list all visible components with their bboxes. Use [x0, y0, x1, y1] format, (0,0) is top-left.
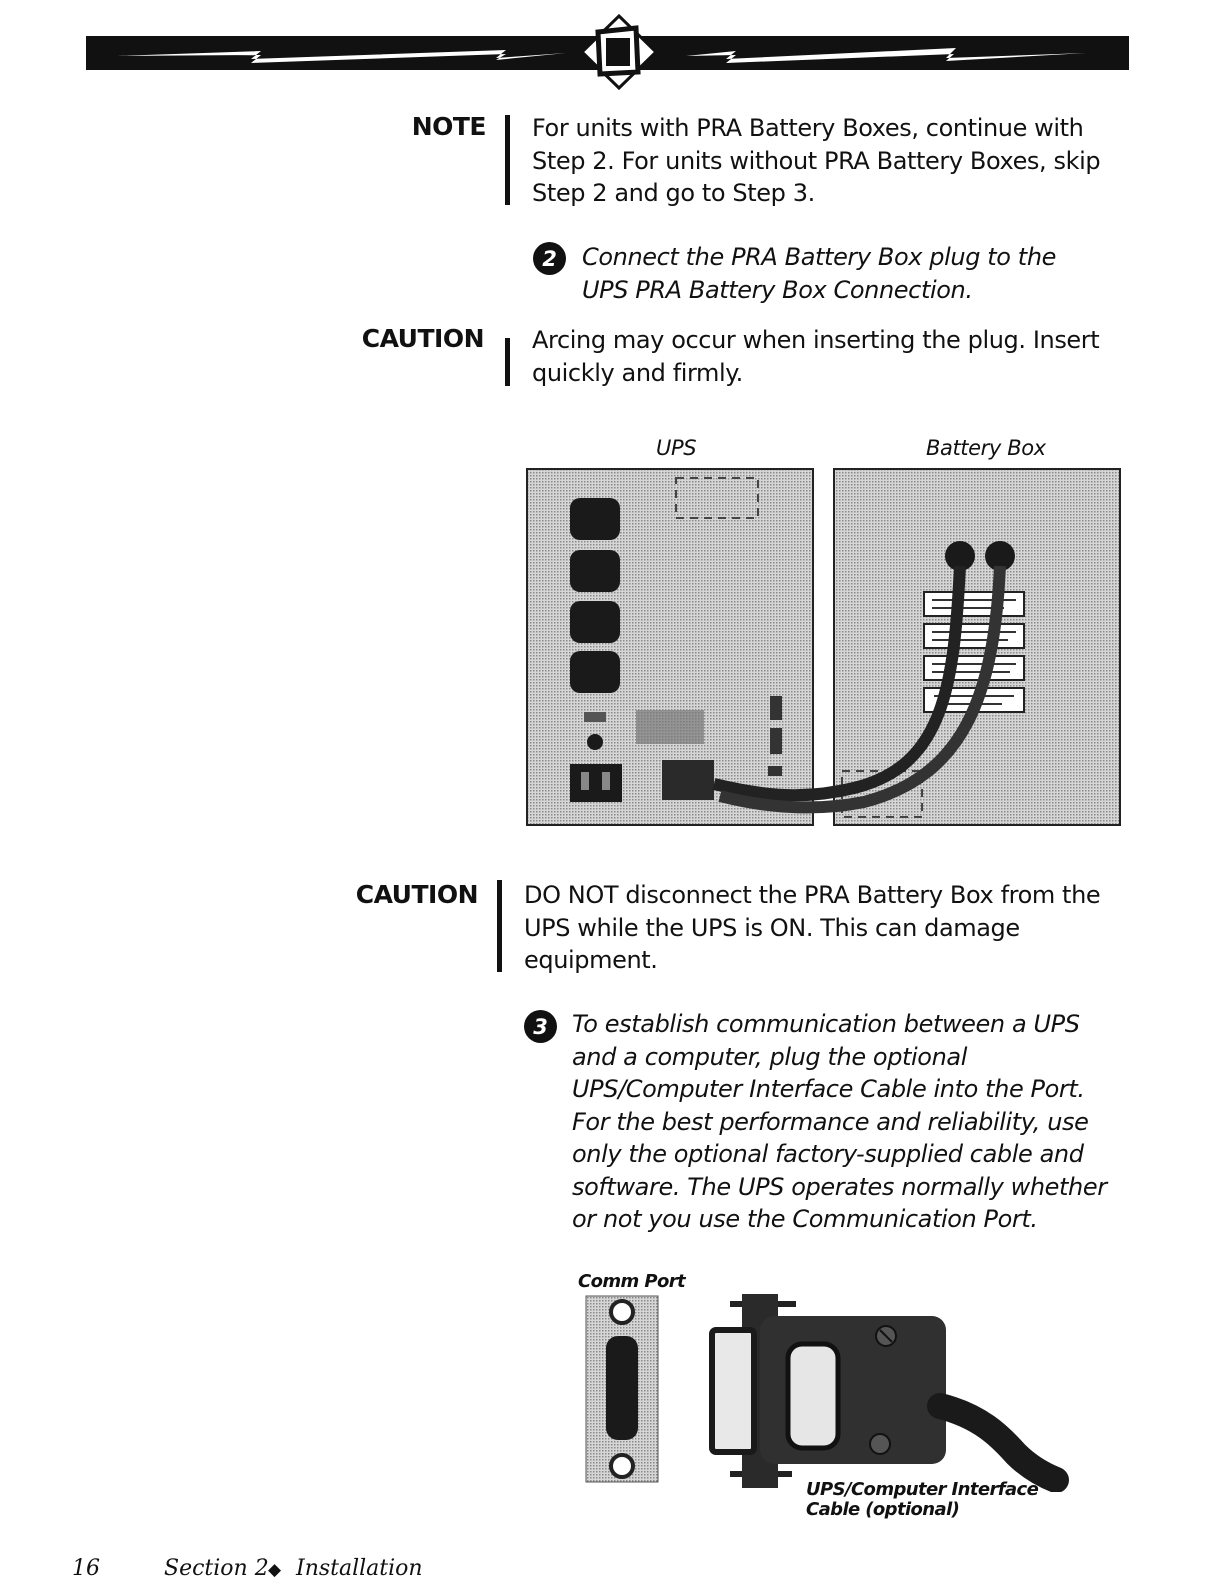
interface-cable-figure	[700, 1286, 1070, 1492]
footer-section: Section 2	[164, 1556, 269, 1581]
caution2-rule	[497, 880, 502, 972]
step2-text: Connect the PRA Battery Box plug to the UPS PRA Battery Box Connection.	[582, 243, 1056, 304]
caution1-text: Arcing may occur when inserting the plug. Insert quickly and firmly.	[532, 326, 1100, 387]
comm-port-label: Comm Port	[578, 1271, 685, 1292]
battery-box-caption: Battery Box	[926, 436, 1046, 460]
page-number: 16	[72, 1556, 100, 1581]
ups-battery-connection-figure	[524, 466, 1124, 830]
cable-label-line1: UPS/Computer Interface	[806, 1479, 1039, 1500]
caution1-rule	[505, 338, 510, 386]
caution1-label: CAUTION	[361, 324, 484, 353]
footer-separator: ◆	[268, 1560, 282, 1580]
note-rule	[505, 115, 510, 205]
caution2-text: DO NOT disconnect the PRA Battery Box from the UPS while the UPS is ON. This can damage equipment.	[524, 881, 1101, 974]
ups-caption: UPS	[656, 436, 697, 460]
step2-number-badge: 2	[533, 242, 566, 275]
caution2-label: CAUTION	[355, 880, 478, 909]
header-banner	[86, 14, 1129, 96]
step3-number-badge: 3	[524, 1010, 557, 1043]
note-text: For units with PRA Battery Boxes, continue with Step 2. For units without PRA Battery Boxes, skip Step 2 and go to Step 3.	[532, 114, 1101, 207]
ups-rear-panel	[527, 469, 813, 825]
cable-label-line2: Cable (optional)	[806, 1499, 960, 1520]
step3-text: To establish communication between a UPS and a computer, plug the optional UPS/Computer Interface Cable into the Port. For the best performance and reliability, use only the optional factory-supplied cable and software. The UPS operates normally whether or not you use the Communication Port.	[572, 1010, 1107, 1233]
comm-port-figure	[584, 1294, 660, 1484]
battery-box-panel	[834, 469, 1120, 825]
note-label: NOTE	[411, 112, 486, 141]
footer-title: Installation	[296, 1556, 423, 1581]
